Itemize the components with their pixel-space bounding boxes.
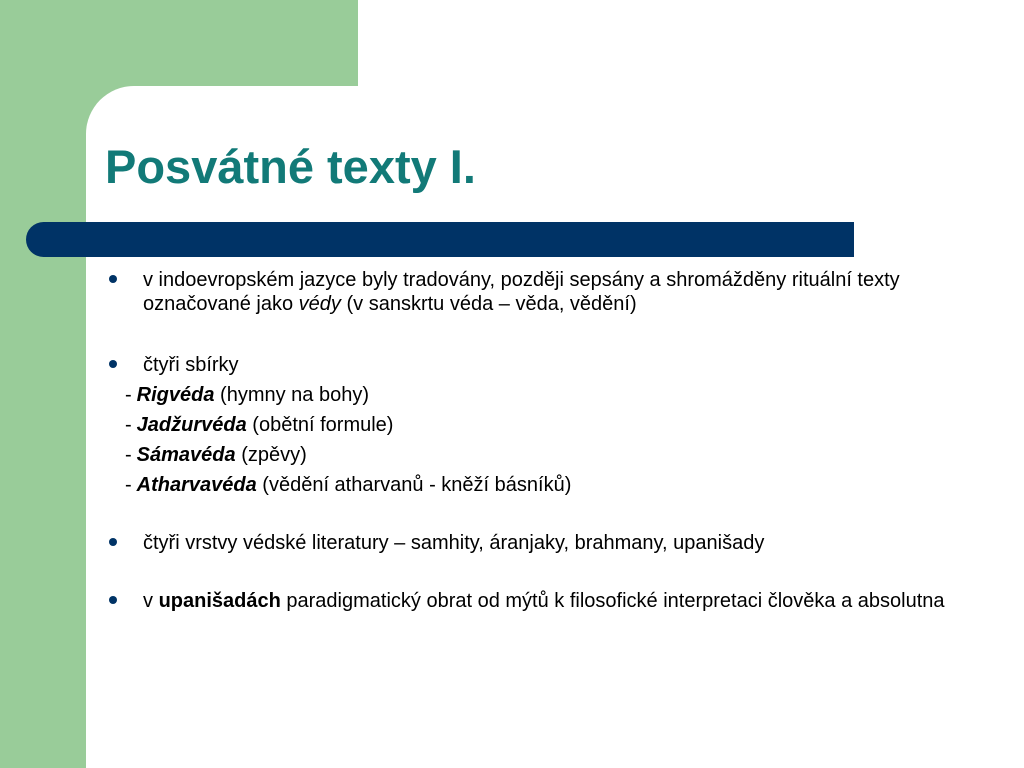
dash-marker: - bbox=[125, 414, 132, 436]
collection-name: Atharvavéda bbox=[136, 474, 257, 496]
bullet-dot-icon bbox=[109, 538, 117, 546]
bullet-emphasis: védy bbox=[298, 293, 341, 315]
bullet-text: v indoevropském jazyce byly tradovány, později sepsány a shromážděny rituální texty označované jako bbox=[143, 269, 900, 315]
collection-description: (hymny na bohy) bbox=[214, 384, 369, 406]
collection-description: (obětní formule) bbox=[246, 414, 394, 436]
slide-title: Posvátné texty I. bbox=[105, 140, 476, 193]
dash-marker: - bbox=[125, 444, 132, 466]
collection-item bbox=[106, 443, 966, 467]
collection-item bbox=[106, 383, 966, 407]
bullet-text: paradigmatický obrat od mýtů k filosofické interpretaci člověka a absolutna bbox=[280, 590, 945, 612]
bullet-item-literature-layers bbox=[106, 531, 966, 555]
title-accent-bar bbox=[26, 222, 854, 257]
bullet-dot-icon bbox=[109, 596, 117, 604]
bullet-item-vedy bbox=[106, 268, 966, 316]
bullet-text: čtyři vrstvy védské literatury – samhity, áranjaky, brahmany, upanišady bbox=[143, 532, 765, 554]
bullet-item-upanishads bbox=[106, 589, 966, 613]
bullet-dot-icon bbox=[109, 275, 117, 283]
bullet-dot-icon bbox=[109, 360, 117, 368]
collection-description: (vědění atharvanů - kněží básníků) bbox=[256, 474, 572, 496]
slide-body bbox=[106, 268, 966, 613]
collection-item bbox=[106, 413, 966, 437]
bullet-text: čtyři sbírky bbox=[143, 354, 239, 376]
collection-name: Jadžurvéda bbox=[136, 414, 247, 436]
collection-description: (zpěvy) bbox=[235, 444, 307, 466]
dash-marker: - bbox=[125, 474, 132, 496]
bullet-strong: upanišadách bbox=[158, 590, 281, 612]
collection-name: Sámavéda bbox=[136, 444, 236, 466]
bullet-item-collections bbox=[106, 353, 966, 377]
collection-name: Rigvéda bbox=[136, 384, 215, 406]
dash-marker: - bbox=[125, 384, 132, 406]
bullet-text: (v sanskrtu véda – věda, vědění) bbox=[340, 293, 637, 315]
bullet-text: v bbox=[143, 590, 159, 612]
collection-item bbox=[106, 473, 966, 497]
